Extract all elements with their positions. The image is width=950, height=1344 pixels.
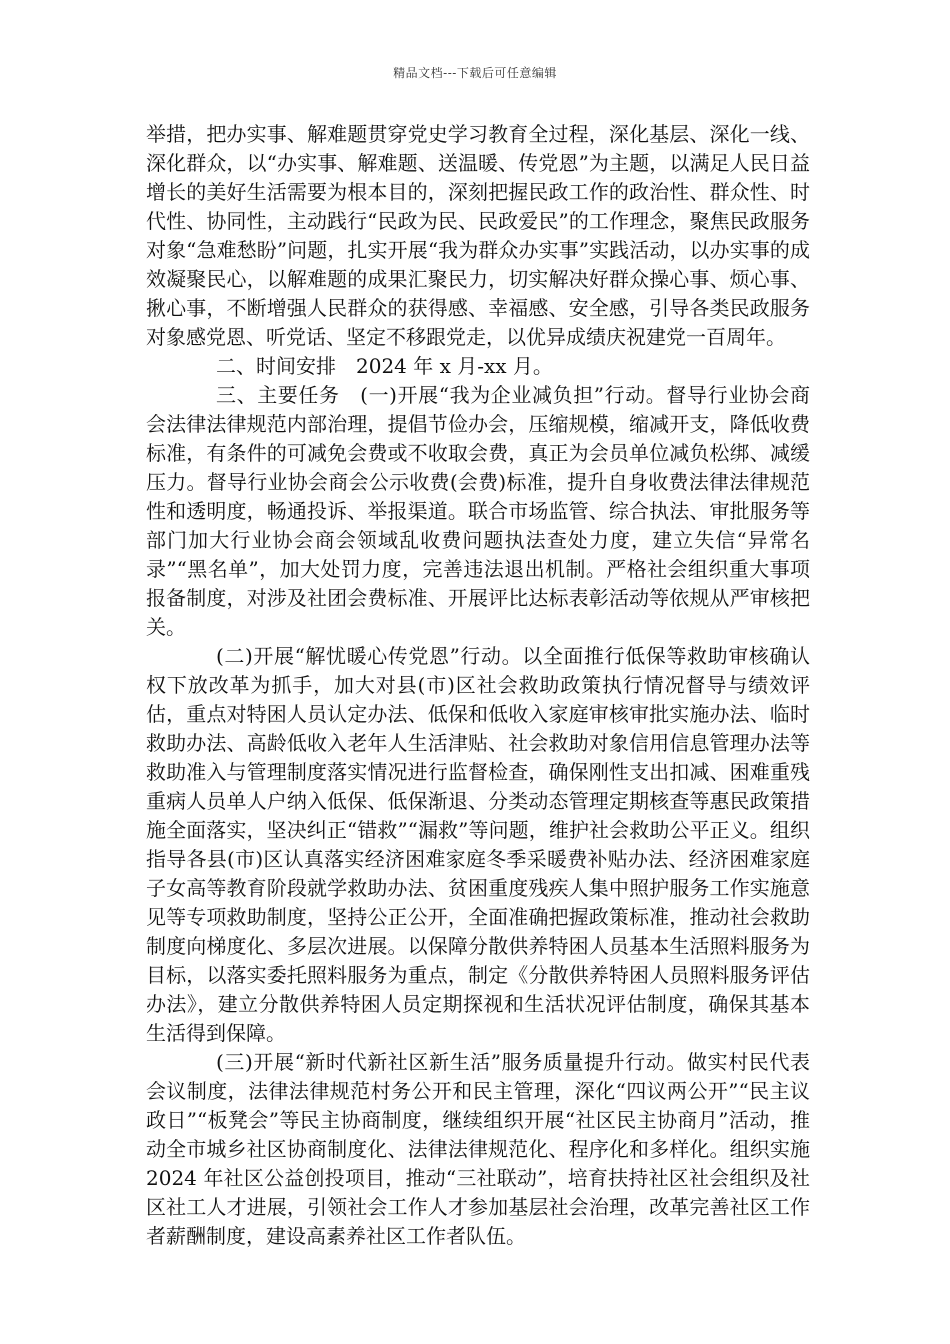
paragraph-main-tasks: 三、主要任务 (一)开展“我为企业减负担”行动。督导行业协会商会法律法律规范内部治理，提倡节俭办会，压缩规模，缩减开支，降低收费标准，有条件的可减免会费或不收取会费，真正为会员单位减负松绑、减缓压力。督导行业协会商会公示收费(会费)标准，提升自身收费法律法律规范性和透明度，畅通投诉、举报渠道。联合市场监管、综合执法、审批服务等部门加大行业协会商会领域乱收费问题执法查处力度，建立失信“异常名录”“黑名单”，加大处罚力度，完善违法退出机制。严格社会组织重大事项报备制度，对涉及社团会费标准、开展评比达标表彰活动等依规从严审核把关。	[146, 383, 810, 639]
document-body	[146, 120, 810, 1251]
paragraph-intro: 举措，把办实事、解难题贯穿党史学习教育全过程，深化基层、深化一线、深化群众，以“办实事、解难题、送温暖、传党恩”为主题，以满足人民日益增长的美好生活需要为根本目的，深刻把握民政工作的政治性、群众性、时代性、协同性，主动践行“民政为民、民政爱民”的工作理念，聚焦民政服务对象“急难愁盼”问题，扎实开展“我为群众办实事”实践活动，以办实事的成效凝聚民心，以解难题的成果汇聚民力，切实解决好群众操心事、烦心事、揪心事，不断增强人民群众的获得感、幸福感、安全感，引导各类民政服务对象感党恩、听党话、坚定不移跟党走，以优异成绩庆祝建党一百周年。	[146, 122, 810, 349]
paragraph-task-two: (二)开展“解忧暖心传党恩”行动。以全面推行低保等救助审核确认权下放改革为抓手，加大对县(市)区社会救助政策执行情况督导与绩效评估，重点对特困人员认定办法、低保和低收入家庭审核审批实施办法、临时救助办法、高龄低收入老年人生活津贴、社会救助对象信用信息管理办法等救助准入与管理制度落实情况进行监督检查，确保刚性支出扣减、困难重残重病人员单人户纳入低保、低保渐退、分类动态管理定期核查等惠民政策措施全面落实，坚决纠正“错救”“漏救”等问题，维护社会救助公平正义。组织指导各县(市)区认真落实经济困难家庭冬季采暖费补贴办法、经济困难家庭子女高等教育阶段就学救助办法、贫困重度残疾人集中照护服务工作实施意见等专项救助制度，坚持公正公开，全面准确把握政策标准，推动社会救助制度向梯度化、多层次进展。以保障分散供养特困人员基本生活照料服务为目标，以落实委托照料服务为重点，制定《分散供养特困人员照料服务评估办法》，建立分散供养特困人员定期探视和生活状况评估制度，确保其基本生活得到保障。	[146, 644, 810, 1045]
page-header: 精品文档---下载后可任意编辑	[393, 66, 557, 80]
paragraph-task-three: (三)开展“新时代新社区新生活”服务质量提升行动。做实村民代表会议制度，法律法律规范村务公开和民主管理，深化“四议两公开”“民主议政日”“板凳会”等民主协商制度，继续组织开展“社区民主协商月”活动，推动全市城乡社区协商制度化、法律法律规范化、程序化和多样化。组织实施 2024 年社区公益创投项目，推动“三社联动”，培育扶持社区社会组织及社区社工人才进展，引领社会工作人才参加基层社会治理，改革完善社区工作者薪酬制度，建设高素养社区工作者队伍。	[146, 1050, 810, 1248]
paragraph-schedule: 二、时间安排 2024 年 x 月-xx 月。	[216, 354, 553, 378]
